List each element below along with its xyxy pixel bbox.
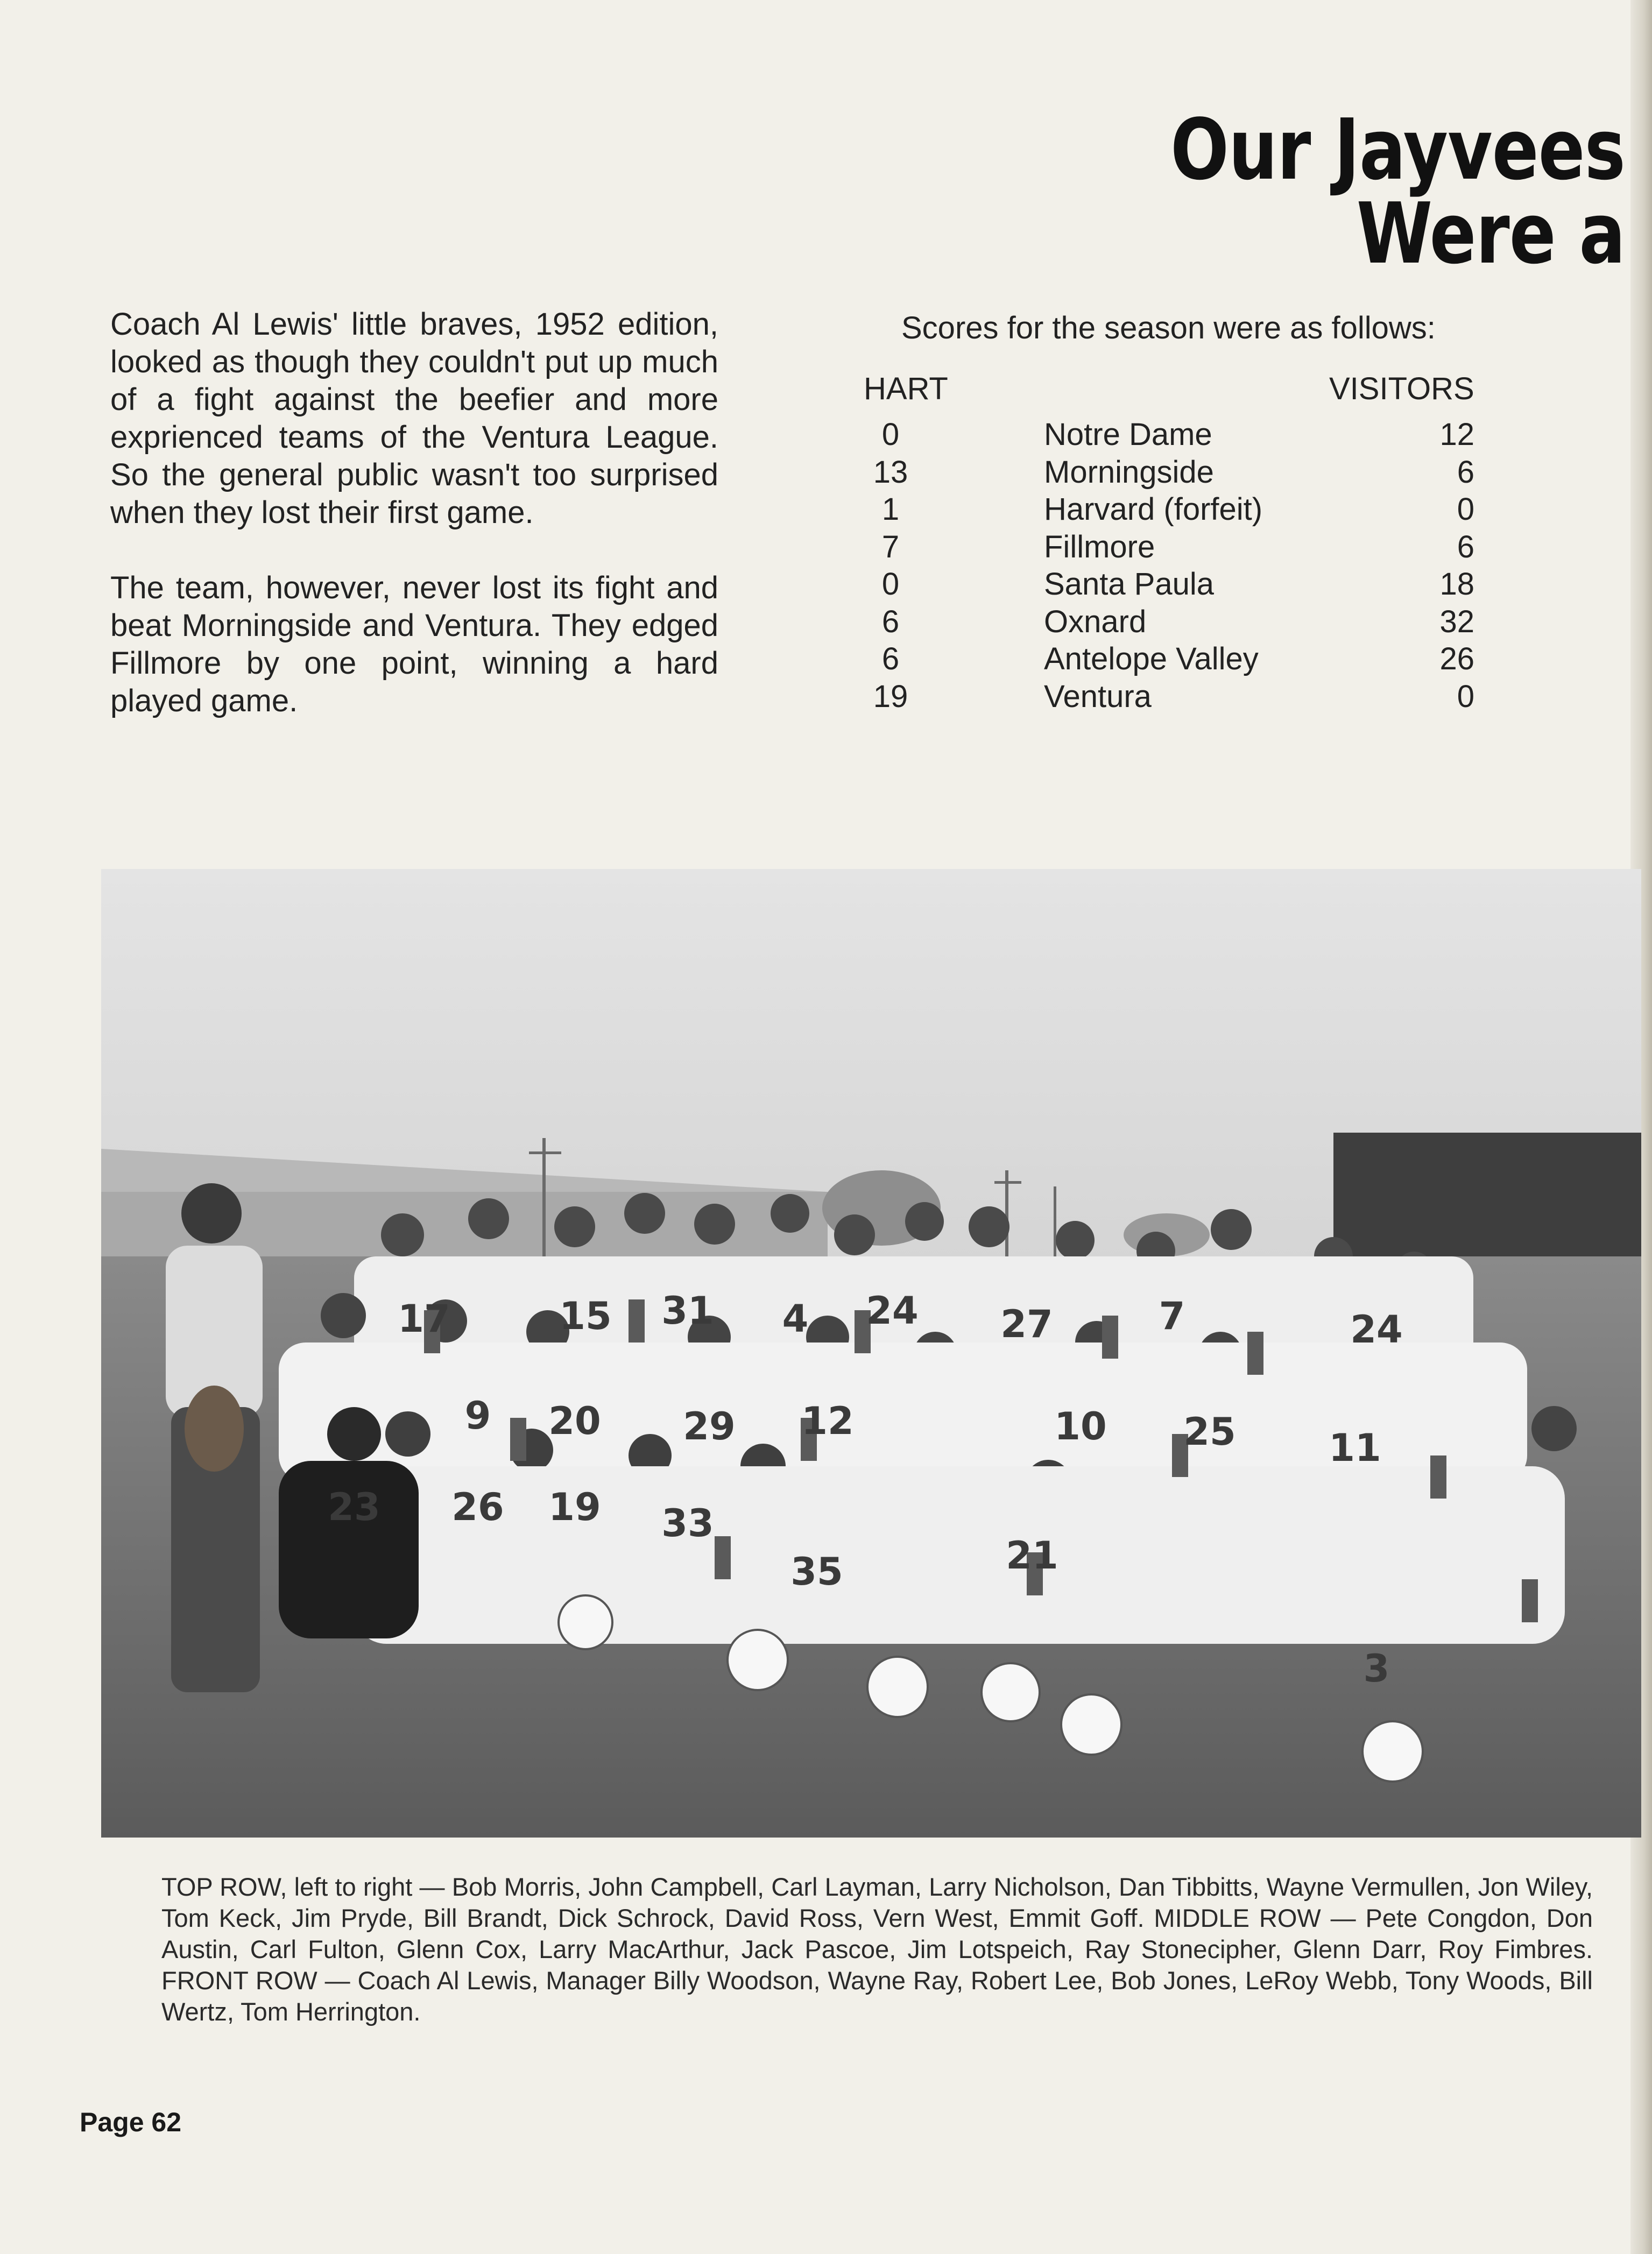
scores-caption: Scores for the season were as follows:: [901, 310, 1436, 345]
opponent-name: Santa Paula: [1044, 567, 1215, 602]
jersey-number: 24: [1350, 1308, 1403, 1352]
score-row: [839, 566, 1474, 603]
jersey-number: 23: [328, 1485, 380, 1529]
intro-paragraph: The team, however, never lost its fight and beat Morningside and Ventura. They edged Fillmore by one point, winning a hard played game.: [110, 570, 718, 718]
football: [185, 1386, 244, 1472]
visitor-score: 0: [1457, 679, 1474, 714]
jersey-number: 15: [559, 1294, 612, 1338]
intro-text: [110, 306, 718, 758]
opponent-name: Ventura: [1044, 679, 1152, 714]
opponent-name: Notre Dame: [1044, 417, 1212, 452]
page-number: Page 62: [80, 2107, 182, 2137]
scores-table: [839, 416, 1474, 715]
jersey-number: 17: [398, 1297, 450, 1341]
score-row: [839, 678, 1474, 716]
jersey-number: 21: [1006, 1534, 1058, 1578]
scores-header-visitors: VISITORS: [1329, 371, 1474, 406]
jersey-number: 19: [548, 1485, 601, 1529]
hart-score: 0: [881, 417, 900, 452]
opponent-name: Oxnard: [1044, 604, 1147, 639]
jersey-number: 35: [790, 1550, 843, 1594]
jersey-number: 31: [661, 1289, 714, 1333]
opponent-name: Harvard (forfeit): [1044, 492, 1263, 527]
hart-score: 13: [873, 454, 908, 490]
opponent-name: Antelope Valley: [1044, 641, 1259, 676]
jersey-number: 10: [1054, 1404, 1107, 1449]
jersey-number: 20: [548, 1399, 601, 1443]
jersey-number: 33: [661, 1501, 714, 1545]
intro-paragraph: Coach Al Lewis' little braves, 1952 edition, looked as though they couldn't put up much of a fight against the beefier and more exprienced teams of the Ventura League. So the general public wasn't too surprised when they lost their first game.: [110, 307, 718, 530]
jersey-number: 11: [1329, 1426, 1381, 1470]
visitor-score: 18: [1439, 567, 1474, 602]
jersey-number: 9: [464, 1394, 491, 1438]
visitor-score: 26: [1439, 641, 1474, 676]
jersey-number: 26: [451, 1485, 504, 1529]
jersey-number: 24: [866, 1289, 919, 1333]
hart-score: 7: [881, 529, 900, 564]
jersey-number: 27: [1000, 1302, 1053, 1346]
jersey-number: 25: [1183, 1410, 1236, 1454]
score-row: [839, 416, 1474, 454]
jersey-number: 29: [683, 1404, 736, 1449]
team-photo: [101, 869, 1641, 1838]
visitor-score: 12: [1439, 417, 1474, 452]
score-row: [839, 528, 1474, 566]
score-row: [839, 603, 1474, 641]
page-headline: Our Jayvees Were a: [1170, 101, 1625, 282]
opponent-name: Morningside: [1044, 454, 1214, 490]
hart-score: 6: [881, 641, 900, 676]
photo-pole: [542, 1138, 546, 1262]
visitor-score: 32: [1439, 604, 1474, 639]
manager-figure: [327, 1407, 381, 1461]
score-row: [839, 491, 1474, 528]
visitor-score: 6: [1457, 454, 1474, 490]
team-photo-illustration: [101, 869, 1641, 1838]
hart-score: 6: [881, 604, 900, 639]
photo-caption: TOP ROW, left to right — Bob Morris, John Campbell, Carl Layman, Larry Nicholson, Dan Tibbitts, Wayne Vermullen, Jon Wiley, Tom Keck, Jim Pryde, Bill Brandt, Dick Schrock, David Ross, Vern West, Emmit Goff. MIDDLE ROW — Pete Congdon, Don Austin, Carl Fulton, Glenn Cox, Larry MacArthur, Jack Pascoe, Jim Lotspeich, Ray Stonecipher, Glenn Darr, Roy Fimbres. FRONT ROW — Coach Al Lewis, Manager Billy Woodson, Wayne Ray, Robert Lee, Bob Jones, LeRoy Webb, Tony Woods, Bill Wertz, Tom Herrington.: [161, 1873, 1593, 2026]
hart-score: 19: [873, 679, 908, 714]
hart-score: 0: [881, 567, 900, 602]
opponent-name: Fillmore: [1044, 529, 1155, 564]
jersey-number: 7: [1159, 1294, 1185, 1338]
jersey-number: 3: [1363, 1647, 1390, 1691]
jersey-number: 4: [782, 1297, 809, 1341]
coach-figure: [181, 1183, 242, 1243]
visitor-score: 6: [1457, 529, 1474, 564]
score-row: [839, 454, 1474, 491]
jersey-number: 12: [801, 1399, 854, 1443]
hart-score: 1: [881, 492, 900, 527]
score-row: [839, 640, 1474, 678]
visitor-score: 0: [1457, 492, 1474, 527]
scores-header-hart: HART: [864, 371, 948, 406]
